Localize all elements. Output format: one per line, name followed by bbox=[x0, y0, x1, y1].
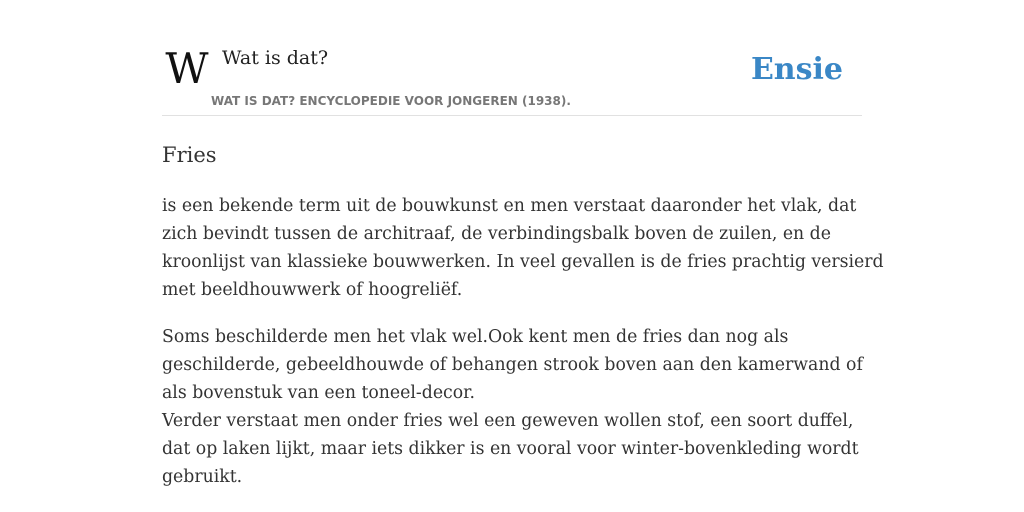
wikipedia-w-icon bbox=[164, 48, 210, 92]
text-line: kroonlijst van klassieke bouwwerken. In veel gevallen is de fries prachtig versierd bbox=[162, 252, 884, 272]
brand-logo-link[interactable]: Ensie bbox=[750, 52, 843, 87]
header-divider bbox=[162, 115, 862, 116]
text-line: als bovenstuk van een toneel-decor. bbox=[162, 383, 475, 403]
text-line: dat op laken lijkt, maar iets dikker is en vooral voor winter-bovenkleding wordt bbox=[162, 439, 859, 459]
source-title[interactable]: Wat is dat? bbox=[222, 47, 329, 69]
text-line: met beeldhouwwerk of hoogreliëf. bbox=[162, 280, 463, 300]
entry-title: Fries bbox=[162, 143, 217, 167]
text-line: is een bekende term uit de bouwkunst en men verstaat daaronder het vlak, dat bbox=[162, 196, 857, 216]
text-line: zich bevindt tussen de architraaf, de verbindingsbalk boven de zuilen, en de bbox=[162, 224, 831, 244]
entry-body bbox=[162, 192, 884, 510]
entry-paragraph bbox=[162, 323, 874, 491]
text-line: Verder verstaat men onder fries wel een geweven wollen stof, een soort duffel, bbox=[162, 411, 854, 431]
text-line: gebruikt. bbox=[162, 467, 243, 487]
source-subtitle: WAT IS DAT? ENCYCLOPEDIE VOOR JONGEREN (1938). bbox=[211, 94, 571, 108]
text-line: Soms beschilderde men het vlak wel.Ook kent men de fries dan nog als bbox=[162, 327, 789, 347]
svg-text:W: W bbox=[165, 48, 209, 92]
entry-paragraph bbox=[162, 192, 884, 304]
text-line: geschilderde, gebeeldhouwde of behangen strook boven aan den kamerwand of bbox=[162, 355, 863, 375]
